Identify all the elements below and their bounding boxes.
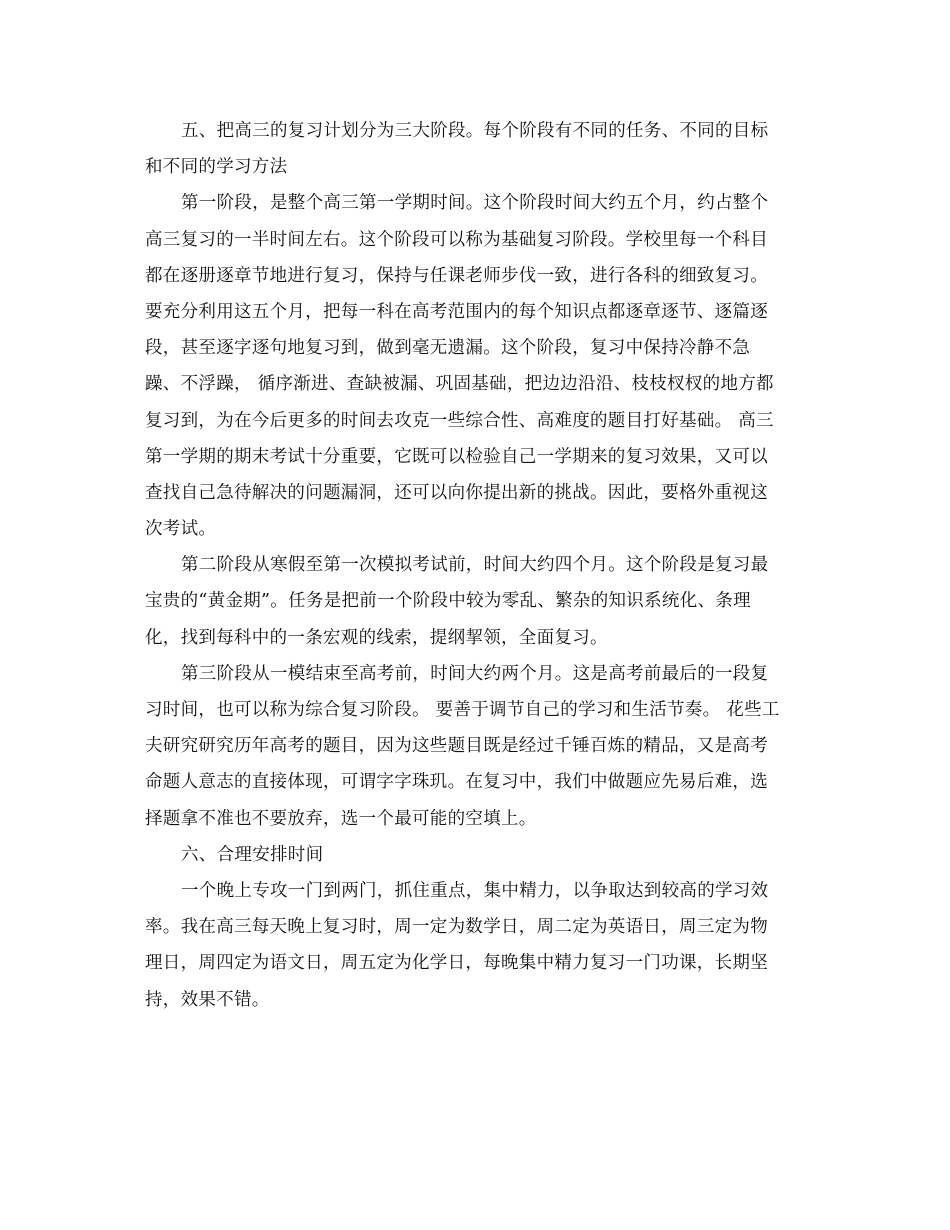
paragraph-line: 宝贵的“黄金期”。任务是把前一个阶段中较为零乱、繁杂的知识系统化、条理 — [145, 591, 751, 612]
paragraph-line: 复习到，为在今后更多的时间去攻克一些综合性、高难度的题目打好基础。 高三 — [145, 410, 774, 431]
section-heading-six: 六、合理安排时间 — [181, 844, 324, 865]
paragraph-line: 一个晚上专攻一门到两门，抓住重点，集中精力，以争取达到较高的学习效 — [181, 880, 769, 901]
paragraph-line: 命题人意志的直接体现，可谓字字珠玑。在复习中，我们中做题应先易后难，选 — [145, 772, 768, 793]
paragraph-line: 持，效果不错。 — [145, 989, 270, 1010]
paragraph-line: 躁、不浮躁， 循序渐进、查缺被漏、巩固基础，把边边沿沿、枝枝杈杈的地方都 — [145, 374, 774, 395]
section-heading-five-cont: 和不同的学习方法 — [145, 157, 288, 178]
paragraph-line: 要充分利用这五个月，把每一科在高考范围内的每个知识点都逐章逐节、逐篇逐 — [145, 301, 768, 322]
paragraph-line: 查找自己急待解决的问题漏洞，还可以向你提出新的挑战。因此，要格外重视这 — [145, 482, 768, 503]
paragraph-line: 都在逐册逐章节地进行复习，保持与任课老师步伐一致，进行各科的细致复习。 — [145, 265, 768, 286]
paragraph-line: 择题拿不准也不要放弃，选一个最可能的空填上。 — [145, 808, 537, 829]
paragraph-line: 理日，周四定为语文日，周五定为化学日，每晚集中精力复习一门功课，长期坚 — [145, 953, 768, 974]
paragraph-line: 第三阶段从一模结束至高考前，时间大约两个月。这是高考前最后的一段复 — [181, 663, 769, 684]
paragraph-line: 次考试。 — [145, 519, 217, 540]
paragraph-line: 率。我在高三每天晚上复习时，周一定为数学日，周二定为英语日，周三定为物 — [145, 917, 768, 938]
paragraph-line: 第一学期的期末考试十分重要，它既可以检验自己一学期来的复习效果，又可以 — [145, 446, 768, 467]
paragraph-line: 高三复习的一半时间左右。这个阶段可以称为基础复习阶段。学校里每一个科目 — [145, 229, 768, 250]
paragraph-line: 第一阶段，是整个高三第一学期时间。这个阶段时间大约五个月，约占整个 — [181, 193, 769, 214]
document-body — [145, 113, 805, 1018]
paragraph-line: 化，找到每科中的一条宏观的线索，提纲挈领，全面复习。 — [145, 627, 608, 648]
paragraph-line: 习时间，也可以称为综合复习阶段。 要善于调节自己的学习和生活节奏。 花些工 — [145, 700, 780, 720]
paragraph-line: 段，甚至逐字逐句地复习到，做到毫无遗漏。这个阶段，复习中保持冷静不急 — [145, 338, 751, 359]
paragraph-line: 夫研究研究历年高考的题目，因为这些题目既是经过千锤百炼的精品，又是高考 — [145, 736, 768, 757]
paragraph-line: 第二阶段从寒假至第一次模拟考试前，时间大约四个月。这个阶段是复习最 — [181, 555, 769, 576]
section-heading-five: 五、把高三的复习计划分为三大阶段。每个阶段有不同的任务、不同的目标 — [181, 121, 769, 141]
